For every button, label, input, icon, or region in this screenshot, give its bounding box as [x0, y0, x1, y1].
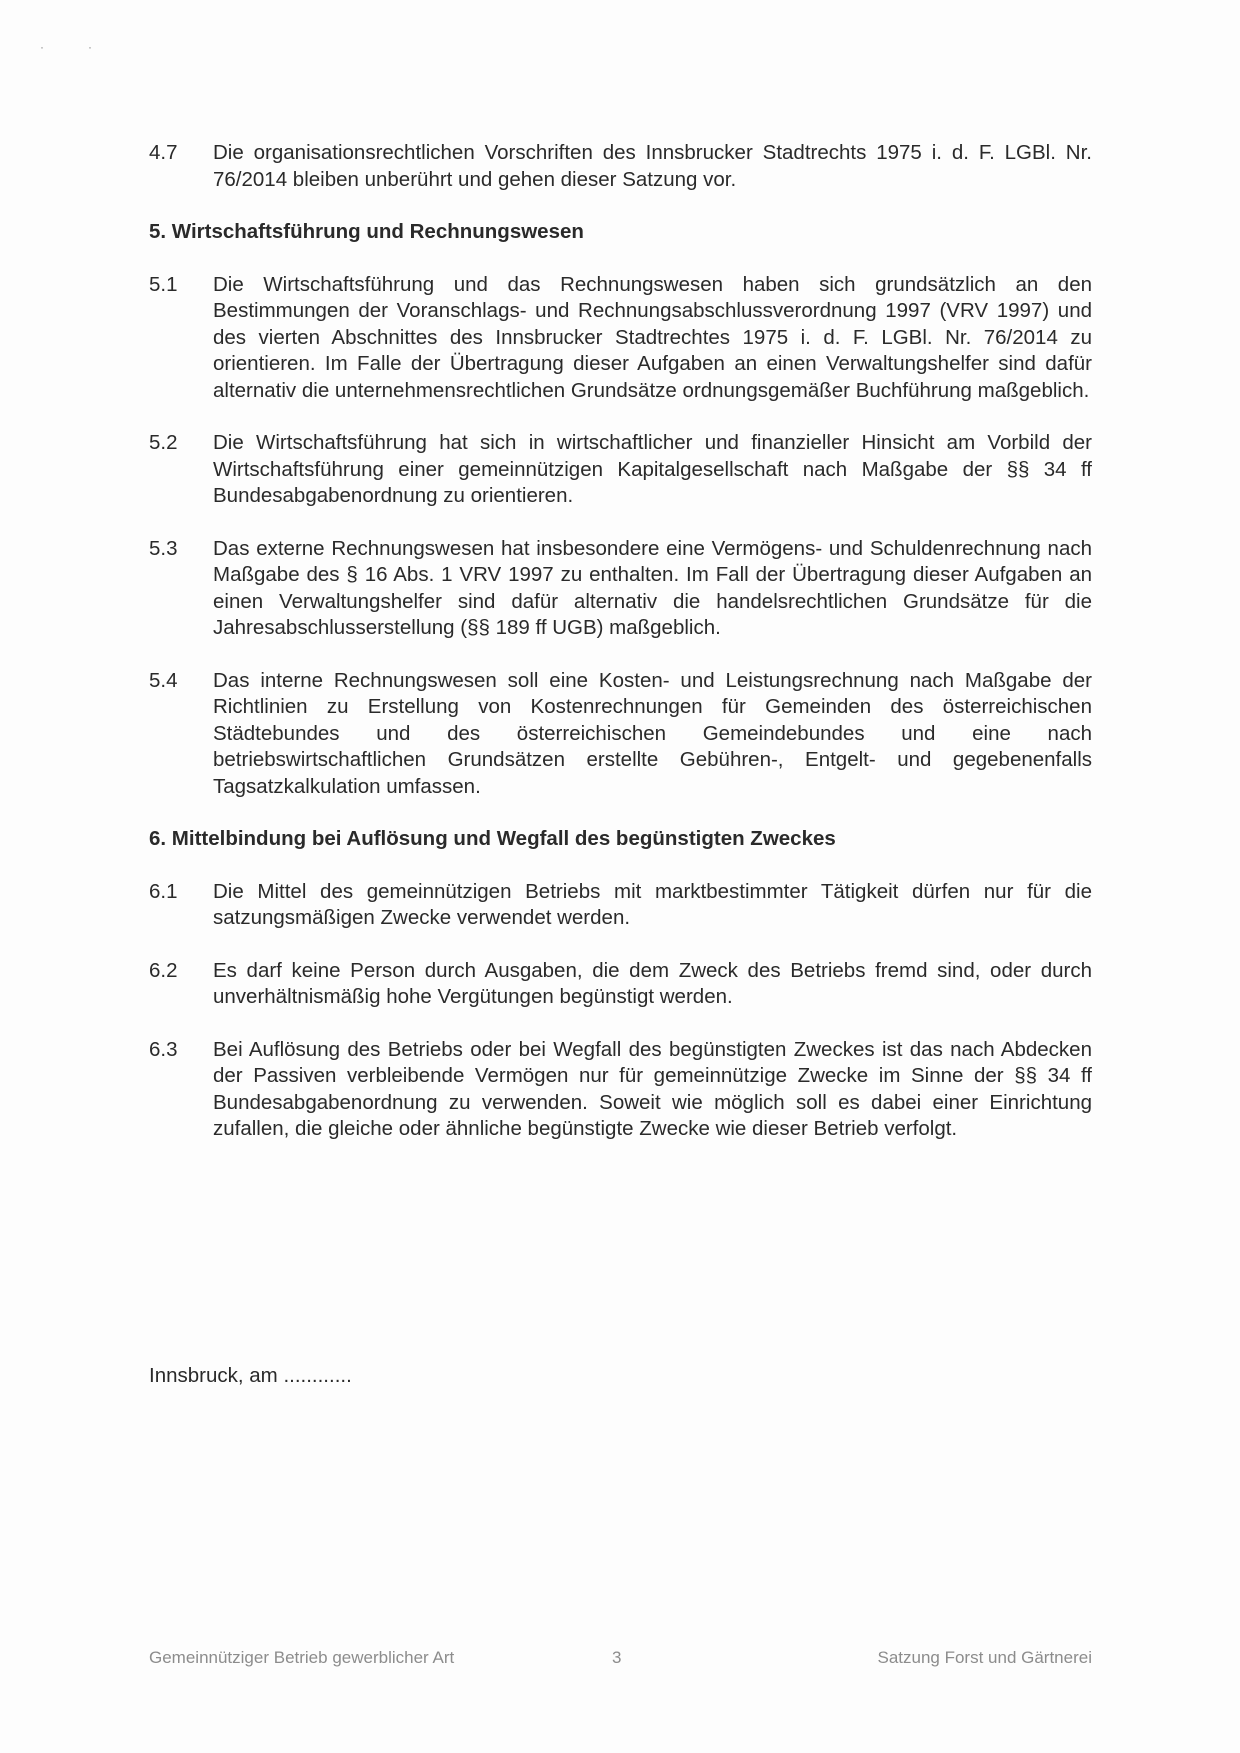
paragraph-number: 6.3: [149, 1037, 178, 1061]
paragraph-text: Die Wirtschaftsführung und das Rechnungswesen haben sich grundsätzlich an den Bestimmungen der Voranschlags- und Rechnungsabschlussverordnung 1997 (VRV 1997) und des vierten Abschnittes des Innsbrucker Stadtrechtes 1975 i. d. F. LGBl. Nr. 76/2014 zu orientieren. Im Falle der Übertragung dieser Aufgaben an einen Verwaltungshelfer sind dafür alternativ die unternehmensrechtlichen Grundsätze ordnungsgemäßer Buchführung maßgeblich.: [213, 272, 1092, 402]
paragraph-number: 6.1: [149, 879, 178, 903]
paragraph-number: 6.2: [149, 958, 178, 982]
paragraph-number: 5.3: [149, 536, 178, 560]
paragraph-text: Es darf keine Person durch Ausgaben, die dem Zweck des Betriebs fremd sind, oder durch unverhältnismäßig hohe Vergütungen begünstigt werden.: [213, 958, 1092, 1008]
paragraph-text: Die Mittel des gemeinnützigen Betriebs mit marktbestimmter Tätigkeit dürfen nur für die satzungsmäßigen Zwecke verwendet werden.: [213, 879, 1092, 929]
paragraph-5-3: [149, 536, 1092, 642]
paragraph-number: 5.4: [149, 668, 178, 692]
paragraph-4-7: [149, 140, 1092, 193]
paragraph-5-1: [149, 272, 1092, 405]
paragraph-number: 5.2: [149, 431, 178, 454]
section-5-heading: 5. Wirtschaftsführung und Rechnungswesen: [149, 220, 584, 243]
paragraph-text: Die organisationsrechtlichen Vorschriften des Innsbrucker Stadtrechts 1975 i. d. F. LGBl. Nr. 76/2014 bleiben unberührt und gehen dieser Satzung vor.: [213, 141, 1092, 191]
paragraph-number: 4.7: [149, 141, 178, 164]
scan-specks: ··: [40, 40, 136, 54]
section-6-heading: 6. Mittelbindung bei Auflösung und Wegfall des begünstigten Zweckes: [149, 827, 836, 850]
paragraph-5-4: [149, 668, 1092, 801]
paragraph-6-3: [149, 1037, 1092, 1143]
footer-left: Gemeinnütziger Betrieb gewerblicher Art: [149, 1648, 455, 1667]
paragraph-6-1: [149, 879, 1092, 932]
paragraph-5-2: [149, 430, 1092, 510]
signature-line: Innsbruck, am ............: [149, 1364, 352, 1387]
paragraph-number: 5.1: [149, 272, 178, 296]
paragraph-text: Das interne Rechnungswesen soll eine Kosten- und Leistungsrechnung nach Maßgabe der Richtlinien zu Erstellung von Kostenrechnungen für Gemeinden des österreichischen Städtebundes und des österreichischen Gemeindebundes und eine nach betriebswirtschaftlichen Grundsätzen erstellte Gebühren-, Entgelt- und gegebenenfalls Tagsatzkalkulation umfassen.: [213, 668, 1092, 798]
footer-page-number: 3: [612, 1648, 622, 1667]
paragraph-6-2: [149, 958, 1092, 1011]
document-body: [149, 140, 1092, 1169]
paragraph-text: Das externe Rechnungswesen hat insbesondere eine Vermögens- und Schuldenrechnung nach Maßgabe des § 16 Abs. 1 VRV 1997 zu enthalten. Im Fall der Übertragung dieser Aufgaben an einen Verwaltungshelfer sind dafür alternativ die handelsrechtlichen Grundsätze für die Jahresabschlusserstellung (§§ 189 ff UGB) maßgeblich.: [213, 536, 1092, 639]
paragraph-text: Die Wirtschaftsführung hat sich in wirtschaftlicher und finanzieller Hinsicht am Vorbild der Wirtschaftsführung einer gemeinnützigen Kapitalgesellschaft nach Maßgabe der §§ 34 ff Bundesabgabenordnung zu orientieren.: [213, 431, 1092, 507]
paragraph-text: Bei Auflösung des Betriebs oder bei Wegfall des begünstigten Zweckes ist das nach Abdecken der Passiven verbleibende Vermögen nur für gemeinnützige Zwecke im Sinne der §§ 34 ff Bundesabgabenordnung zu verwenden. Soweit wie möglich soll es dabei einer Einrichtung zufallen, die gleiche oder ähnliche begünstigte Zwecke wie dieser Betrieb verfolgt.: [213, 1037, 1092, 1140]
footer-right: Satzung Forst und Gärtnerei: [877, 1648, 1092, 1667]
